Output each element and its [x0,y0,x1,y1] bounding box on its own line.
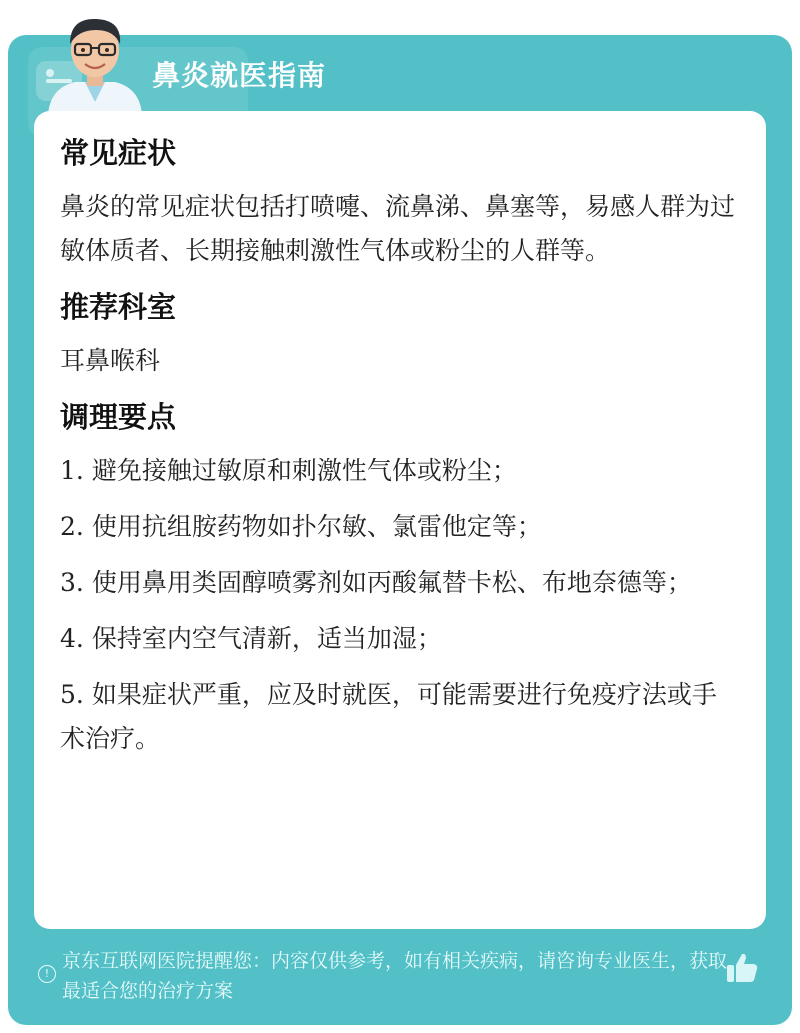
care-item-text: 使用鼻用类固醇喷雾剂如丙酸氟替卡松、布地奈德等； [91,568,692,597]
care-item [60,617,740,661]
department-heading: 推荐科室 [60,290,177,324]
care-item [60,449,740,493]
care-item-text: 如果症状严重，应及时就医，可能需要进行免疫疗法或手术治疗。 [60,680,717,753]
content-body [60,133,740,773]
page-title: 鼻炎就医指南 [152,59,327,92]
thumbs-up-icon[interactable] [724,950,760,986]
care-item-text: 避免接触过敏原和刺激性气体或粉尘； [91,456,517,485]
care-item-number: 1. [60,456,84,485]
care-item-text: 使用抗组胺药物如扑尔敏、氯雷他定等； [91,512,542,541]
care-item-number: 2. [60,512,84,541]
info-icon: ! [38,965,56,983]
symptoms-heading: 常见症状 [60,136,177,170]
care-item [60,673,740,761]
department-text: 耳鼻喉科 [60,346,161,375]
footer-disclaimer: 京东互联网医院提醒您：内容仅供参考，如有相关疾病，请咨询专业医生，获取最适合您的治疗方案 [62,950,728,1002]
care-item-number: 3. [60,568,84,597]
symptoms-text: 鼻炎的常见症状包括打喷嚏、流鼻涕、鼻塞等，易感人群为过敏体质者、长期接触刺激性气体或粉尘的人群等。 [60,192,736,265]
content-card [34,111,766,929]
care-item [60,561,740,605]
care-item-number: 4. [60,624,84,653]
care-item [60,505,740,549]
doctor-avatar [40,10,150,115]
care-item-number: 5. [60,680,84,709]
care-item-text: 保持室内空气清新，适当加湿； [91,624,442,653]
care-heading: 调理要点 [60,400,177,434]
